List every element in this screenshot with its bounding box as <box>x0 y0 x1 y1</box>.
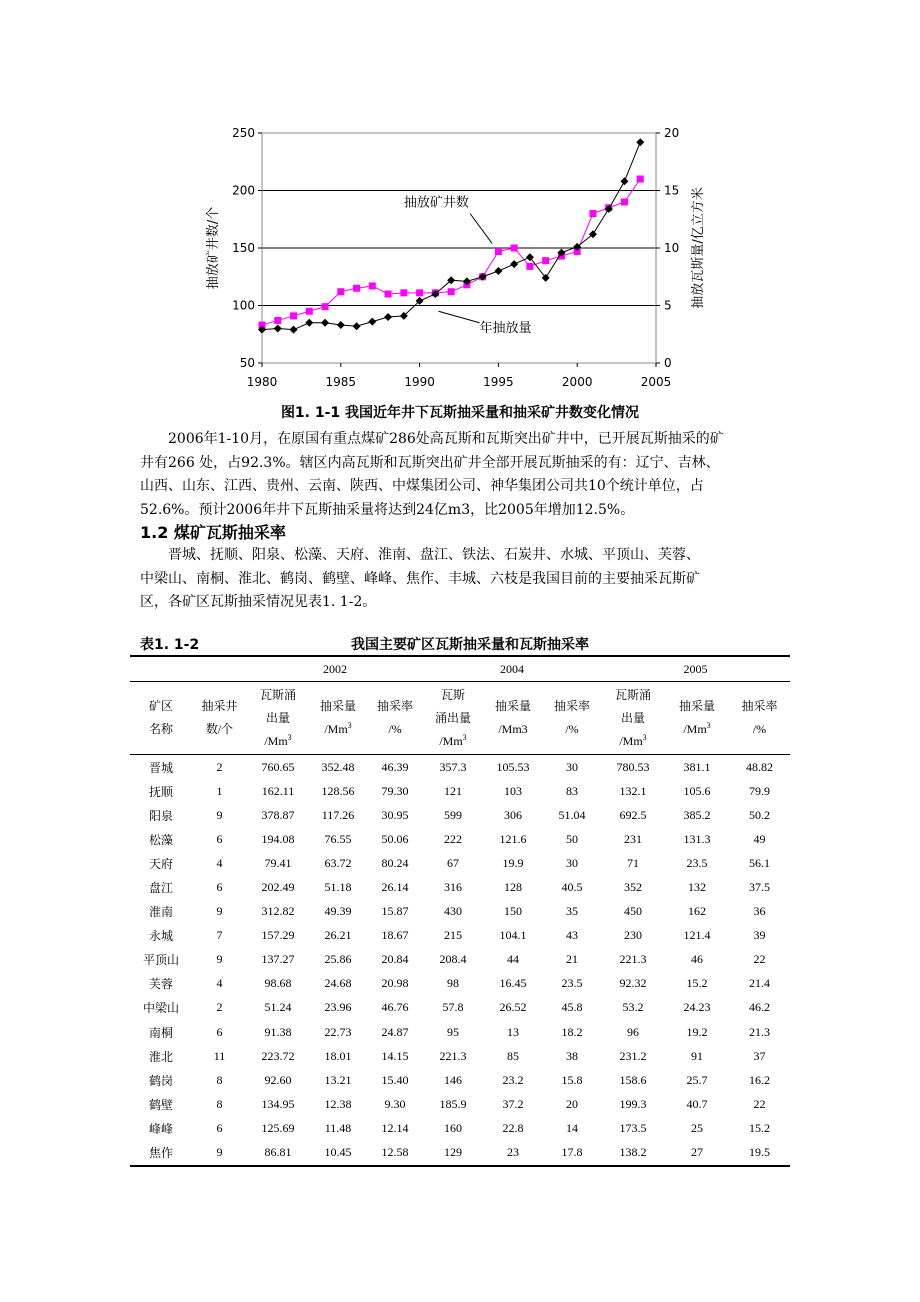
table-row <box>130 803 790 827</box>
table-number: 表1. 1-2 <box>140 637 200 653</box>
gas-extraction-chart <box>195 112 706 397</box>
table-row <box>130 1141 790 1166</box>
table-cell: 11 <box>213 1048 226 1063</box>
table-row <box>130 755 790 780</box>
table-cell: 95 <box>447 1024 459 1039</box>
table-cell-area: 天府 <box>148 856 173 871</box>
table-cell: 1 <box>216 783 223 798</box>
series-point <box>322 303 329 310</box>
table-cell: 128 <box>504 880 522 895</box>
annotation-volume: 年抽放量 <box>479 320 532 336</box>
table-cell-area: 峰峰 <box>148 1121 173 1136</box>
table-cell: 385.2 <box>683 807 711 822</box>
annotation-leader <box>439 311 480 323</box>
table-cell: 26.14 <box>381 880 409 895</box>
table-cell: 103 <box>504 783 522 798</box>
table-cell: 208.4 <box>439 952 467 967</box>
figure-caption: 图1. 1-1 我国近年井下瓦斯抽采量和抽采矿井数变化情况 <box>280 405 640 421</box>
table-cell: 221.3 <box>619 952 647 967</box>
table-cell: 18.2 <box>561 1024 583 1039</box>
table-cell: 49.39 <box>324 904 352 919</box>
table-cell: 357.3 <box>439 759 467 774</box>
series-point <box>510 260 518 268</box>
table-cell: 12.58 <box>367 1141 423 1166</box>
table-cell-area: 淮南 <box>148 905 173 920</box>
table-row <box>130 875 790 899</box>
table-cell: 79.30 <box>381 783 409 798</box>
table-cell: 173.5 <box>619 1120 647 1135</box>
table-cell: 30 <box>566 759 578 774</box>
table-cell: 80.24 <box>381 855 409 870</box>
series-point <box>448 288 455 295</box>
table-cell: 16.45 <box>499 976 527 991</box>
paragraph-mining-areas <box>140 544 788 615</box>
table-cell: 85 <box>507 1048 519 1063</box>
table-cell: 15.2 <box>749 1120 770 1135</box>
table-cell: 21.4 <box>749 976 770 991</box>
table-cell: 20.84 <box>381 952 409 967</box>
table-cell: 50 <box>566 831 578 846</box>
table-cell: 150 <box>504 904 522 919</box>
table-cell: 45.8 <box>561 1000 583 1015</box>
x-tick-label: 2000 <box>561 375 593 389</box>
table-title: 我国主要矿区瓦斯抽采量和瓦斯抽采率 <box>351 637 589 653</box>
table-cell: 599 <box>444 807 462 822</box>
table-cell-area: 抚顺 <box>148 784 173 799</box>
table-cell: 43 <box>566 928 578 943</box>
table-row <box>130 1092 790 1116</box>
table-cell: 194.08 <box>261 831 295 846</box>
table-cell: 6 <box>216 1024 223 1039</box>
y-tick-label: 150 <box>232 241 255 255</box>
table-cell: 15.2 <box>686 976 708 991</box>
table-cell: 25.86 <box>324 952 352 967</box>
table-cell: 15.87 <box>381 904 409 919</box>
table-cell: 230 <box>624 928 642 943</box>
table-cell: 6 <box>216 880 223 895</box>
table-cell: 12.38 <box>324 1096 352 1111</box>
y2-tick-label: 5 <box>664 298 672 313</box>
col-extraction-2002: 抽采量 /Mm$^3$ <box>309 682 367 755</box>
table-cell: 37.2 <box>502 1096 524 1111</box>
year-header-row <box>130 656 790 682</box>
table-cell: 381.1 <box>683 759 711 774</box>
table-cell: 21.3 <box>749 1024 770 1039</box>
series-point <box>368 318 376 326</box>
table-cell: 46.76 <box>381 1000 409 1015</box>
paragraph-line: 区，各矿区瓦斯抽采情况见表1. 1-2。 <box>140 594 377 610</box>
series-point <box>321 319 329 327</box>
table-cell: 86.81 <box>247 1141 309 1166</box>
y2-tick-label: 20 <box>664 126 680 140</box>
table-cell: 137.27 <box>261 952 295 967</box>
y-axis-label: 抽放矿井数/个 <box>206 206 221 290</box>
table-cell: 50.06 <box>381 831 409 846</box>
table-cell: 221.3 <box>439 1048 467 1063</box>
table-cell: 10.45 <box>309 1141 367 1166</box>
table-cell: 15.40 <box>381 1072 409 1087</box>
series-point <box>384 313 392 321</box>
table-cell: 162 <box>688 904 706 919</box>
table-cell: 12.14 <box>381 1120 409 1135</box>
series-point <box>274 325 282 333</box>
paragraph-line: 2006年1-10月，在原国有重点煤矿286处高瓦斯和瓦斯突出矿井中，已开展瓦斯抽采的矿 <box>168 431 724 447</box>
series-point <box>620 177 628 185</box>
table-row <box>130 1044 790 1068</box>
year-2005-header: 2005 <box>601 656 790 682</box>
y2-tick-label: 10 <box>664 241 680 255</box>
table-cell: 104.1 <box>499 928 527 943</box>
y-tick-label: 250 <box>232 126 255 140</box>
annotation-leader <box>470 214 492 244</box>
table-cell-area: 阳泉 <box>148 808 173 823</box>
series-point <box>495 248 502 255</box>
table-cell: 9 <box>216 952 223 967</box>
table-cell: 134.95 <box>261 1096 295 1111</box>
series-point <box>526 253 534 261</box>
table-cell-area: 晋城 <box>148 760 173 775</box>
table-cell: 215 <box>444 928 462 943</box>
series-point <box>353 285 360 292</box>
series-point <box>542 274 550 282</box>
table-cell-area: 平顶山 <box>142 953 179 968</box>
table-cell-area: 永城 <box>148 929 173 944</box>
table-cell: 157.29 <box>261 928 295 943</box>
series-point <box>290 326 298 334</box>
table-body <box>130 755 790 1166</box>
x-tick-label: 1985 <box>325 375 357 389</box>
table-cell: 63.72 <box>324 855 352 870</box>
table-cell: 158.6 <box>619 1072 647 1087</box>
column-header-row <box>130 682 790 755</box>
table-cell: 450 <box>624 904 642 919</box>
table-cell: 352 <box>624 880 642 895</box>
table-cell: 9 <box>216 904 223 919</box>
table-cell: 2 <box>216 759 223 774</box>
series-point <box>306 308 313 315</box>
table-cell: 128.56 <box>321 783 355 798</box>
year-2002-header: 2002 <box>247 656 423 682</box>
gas-extraction-table <box>130 655 790 1167</box>
table-cell: 117.26 <box>321 807 355 822</box>
section-heading: 1.2 煤矿瓦斯抽采率 <box>140 523 286 542</box>
table-cell: 46.39 <box>381 759 409 774</box>
x-tick-label: 1990 <box>404 375 435 389</box>
table-row <box>130 827 790 851</box>
table-cell: 129 <box>423 1141 483 1166</box>
table-cell: 40.5 <box>561 880 583 895</box>
table-cell: 53.2 <box>622 1000 644 1015</box>
table-cell: 17.8 <box>543 1141 601 1166</box>
y2-tick-label: 0 <box>664 356 672 370</box>
table-cell: 51.24 <box>264 1000 292 1015</box>
table-cell: 23.5 <box>561 976 583 991</box>
table-cell: 11.48 <box>324 1120 352 1135</box>
series-point <box>369 282 376 289</box>
table-cell: 24.23 <box>683 1000 711 1015</box>
paragraph-line: 中梁山、南桐、淮北、鹤岗、鹤壁、峰峰、焦作、丰城、六枝是我国目前的主要抽采瓦斯矿 <box>140 570 700 587</box>
table-cell: 96 <box>627 1024 639 1039</box>
table-cell: 162.11 <box>261 783 295 798</box>
col-emission-2002: 瓦斯涌 出量 /Mm$^3$ <box>247 682 309 755</box>
table-cell-area: 盘江 <box>148 881 173 896</box>
paragraph-line: 山西、山东、江西、贵州、云南、陕西、中煤集团公司、神华集团公司共10个统计单位，占 <box>140 478 704 494</box>
table-cell: 24.87 <box>381 1024 409 1039</box>
table-cell: 24.68 <box>324 976 352 991</box>
table-cell: 22 <box>753 952 766 967</box>
table-cell: 4 <box>216 976 223 991</box>
table-cell: 23.96 <box>324 1000 352 1015</box>
table-cell: 692.5 <box>619 807 647 822</box>
table-cell: 36 <box>753 904 766 919</box>
table-row <box>130 972 790 996</box>
y-tick-label: 50 <box>239 356 255 370</box>
table-cell: 56.1 <box>749 855 770 870</box>
table-cell: 105.6 <box>683 783 711 798</box>
table-cell: 50.2 <box>749 807 770 822</box>
series-point <box>637 176 644 183</box>
table-cell: 49 <box>753 831 766 846</box>
table-cell: 15.8 <box>561 1072 583 1087</box>
table-cell: 8 <box>216 1072 223 1087</box>
table-cell: 18.67 <box>381 928 409 943</box>
table-cell: 316 <box>444 880 462 895</box>
table-cell: 13.21 <box>324 1072 352 1087</box>
series-point <box>353 322 361 330</box>
series-point <box>636 138 644 146</box>
table-cell: 132.1 <box>619 783 647 798</box>
y-tick-label: 100 <box>232 298 255 313</box>
table-cell: 4 <box>216 855 223 870</box>
table-cell: 44 <box>507 952 519 967</box>
table-cell: 231.2 <box>619 1048 647 1063</box>
table-cell: 25 <box>691 1120 703 1135</box>
table-cell: 38 <box>566 1048 578 1063</box>
table-row <box>130 1068 790 1092</box>
table-row <box>130 948 790 972</box>
series-point <box>305 319 313 327</box>
table-cell: 98.68 <box>264 976 292 991</box>
paragraph-gas-statistics <box>140 428 788 522</box>
paragraph-line: 晋城、抚顺、阳泉、松藻、天府、淮南、盘江、铁法、石炭井、水城、平顶山、芙蓉、 <box>168 547 700 563</box>
paragraph-line: 52.6%。预计2006年井下瓦斯抽采量将达到24亿m3，比2005年增加12.5%。 <box>140 501 635 518</box>
table-cell: 35 <box>566 904 578 919</box>
y2-tick-label: 15 <box>664 183 680 198</box>
table-cell: 9 <box>192 1141 247 1166</box>
table-cell: 39 <box>753 928 766 943</box>
col-rate-2005: 抽采率 /% <box>729 682 790 755</box>
chart-svg <box>195 112 706 397</box>
table-cell: 91 <box>691 1048 703 1063</box>
y2-axis-label: 抽放瓦斯量/亿立方米 <box>691 187 706 309</box>
table-cell: 25.7 <box>686 1072 708 1087</box>
table-cell: 23.2 <box>502 1072 524 1087</box>
series-point <box>400 289 407 296</box>
table-cell: 92.32 <box>619 976 647 991</box>
year-2004-header: 2004 <box>423 656 601 682</box>
series-point <box>494 267 502 275</box>
table-cell: 40.7 <box>686 1096 708 1111</box>
table-cell: 6 <box>216 831 223 846</box>
table-caption <box>140 634 788 654</box>
table-cell: 23 <box>483 1141 543 1166</box>
table-cell: 67 <box>447 855 459 870</box>
table-cell: 8 <box>216 1096 223 1111</box>
table-cell: 22.8 <box>502 1120 524 1135</box>
table-cell: 26.21 <box>324 928 352 943</box>
table-cell: 222 <box>444 831 462 846</box>
table-cell-area: 焦作 <box>130 1141 192 1166</box>
table-cell: 71 <box>627 855 639 870</box>
table-cell: 105.53 <box>496 759 530 774</box>
table-cell: 780.53 <box>616 759 650 774</box>
table-cell: 16.2 <box>749 1072 770 1087</box>
table-cell: 121 <box>444 783 462 798</box>
series-point <box>385 291 392 298</box>
table-cell: 378.87 <box>261 807 295 822</box>
y-tick-label: 200 <box>232 183 255 198</box>
x-tick-label: 1995 <box>483 375 514 389</box>
table-cell: 2 <box>216 1000 223 1015</box>
table-cell-area: 淮北 <box>148 1049 173 1064</box>
table-cell: 20.98 <box>381 976 409 991</box>
table-cell: 79.41 <box>264 855 292 870</box>
table-cell: 92.60 <box>264 1072 292 1087</box>
x-tick-label: 1980 <box>246 375 278 389</box>
col-area: 矿区 名称 <box>130 682 192 755</box>
table-cell: 37 <box>753 1048 766 1063</box>
x-tick-label: 2005 <box>640 375 672 389</box>
table-cell: 185.9 <box>439 1096 467 1111</box>
table-cell: 18.01 <box>324 1048 352 1063</box>
table-cell: 6 <box>216 1120 223 1135</box>
table-row <box>130 1116 790 1140</box>
series-point <box>511 245 518 252</box>
table-row <box>130 779 790 803</box>
table-cell: 19.9 <box>502 855 524 870</box>
table-cell: 430 <box>444 904 462 919</box>
table-cell: 14 <box>566 1120 578 1135</box>
table-cell: 37.5 <box>749 880 770 895</box>
col-extraction-2004: 抽采量 /Mm3 <box>483 682 543 755</box>
table-cell: 199.3 <box>619 1096 647 1111</box>
table-cell: 21 <box>566 952 578 967</box>
table-cell: 760.65 <box>261 759 295 774</box>
table-cell: 352.48 <box>321 759 355 774</box>
paragraph-line: 井有266 处，占92.3%。辖区内高瓦斯和瓦斯突出矿井全部开展瓦斯抽采的有：辽宁、吉林、 <box>140 454 720 471</box>
table-cell: 146 <box>444 1072 462 1087</box>
col-rate-2002: 抽采率 /% <box>367 682 423 755</box>
table-cell: 51.04 <box>558 807 586 822</box>
col-wells: 抽采井 数/个 <box>192 682 247 755</box>
series-point <box>526 263 533 270</box>
table-cell: 51.18 <box>324 880 352 895</box>
table-cell: 91.38 <box>264 1024 292 1039</box>
table-row <box>130 900 790 924</box>
table-cell: 14.15 <box>381 1048 409 1063</box>
table-cell: 9.30 <box>384 1096 406 1111</box>
table-cell-area: 中梁山 <box>142 1001 179 1016</box>
series-point <box>542 257 549 264</box>
col-emission-2004: 瓦斯 涌出量 /Mm$^3$ <box>423 682 483 755</box>
series-point <box>416 289 423 296</box>
series-point <box>337 288 344 295</box>
table-cell: 26.52 <box>499 1000 527 1015</box>
table-cell: 48.82 <box>746 759 773 774</box>
table-row <box>130 851 790 875</box>
series-point <box>290 312 297 319</box>
table-cell: 202.49 <box>261 880 295 895</box>
table-cell: 23.5 <box>686 855 708 870</box>
table-cell-area: 松藻 <box>148 832 173 847</box>
table-cell: 79.9 <box>749 783 770 798</box>
table-row <box>130 1020 790 1044</box>
table-cell: 57.8 <box>442 1000 464 1015</box>
series-point <box>621 199 628 206</box>
table-cell: 138.2 <box>601 1141 665 1166</box>
table-cell: 7 <box>216 928 223 943</box>
table-cell: 20 <box>566 1096 578 1111</box>
col-extraction-2005: 抽采量 /Mm$^3$ <box>665 682 729 755</box>
table-cell: 27 <box>665 1141 729 1166</box>
table-cell: 13 <box>507 1024 519 1039</box>
table-cell: 121.4 <box>683 928 711 943</box>
table-cell: 9 <box>216 807 223 822</box>
table-cell: 22.73 <box>324 1024 352 1039</box>
annotation-wells: 抽放矿井数 <box>403 195 469 211</box>
table-cell: 46.2 <box>749 1000 770 1015</box>
table-cell-area: 鹤岗 <box>148 1073 173 1088</box>
table-cell: 46 <box>691 952 703 967</box>
table-cell: 306 <box>504 807 522 822</box>
table-row <box>130 924 790 948</box>
table-cell: 223.72 <box>261 1048 295 1063</box>
table-cell: 131.3 <box>683 831 711 846</box>
table-cell-area: 鹤壁 <box>148 1097 173 1112</box>
table-cell: 19.2 <box>686 1024 708 1039</box>
table-cell: 30.95 <box>381 807 409 822</box>
col-rate-2004: 抽采率 /% <box>543 682 601 755</box>
table-cell: 83 <box>566 783 578 798</box>
table-cell-area: 芙蓉 <box>148 977 173 992</box>
table-cell: 231 <box>624 831 642 846</box>
table-cell: 132 <box>688 880 706 895</box>
table-cell: 98 <box>447 976 459 991</box>
table-cell: 22 <box>753 1096 766 1111</box>
series-point <box>274 317 281 324</box>
table-cell: 121.6 <box>499 831 527 846</box>
table-cell: 160 <box>444 1120 462 1135</box>
table-cell: 312.82 <box>261 904 295 919</box>
table-cell: 30 <box>566 855 578 870</box>
table-cell: 125.69 <box>261 1120 295 1135</box>
table-cell-area: 南桐 <box>148 1025 173 1040</box>
table-row <box>130 996 790 1020</box>
series-point <box>337 321 345 329</box>
table-cell: 76.55 <box>324 831 352 846</box>
series-point <box>589 210 596 217</box>
col-emission-2005: 瓦斯涌 出量 /Mm$^3$ <box>601 682 665 755</box>
table-cell: 19.5 <box>729 1141 790 1166</box>
